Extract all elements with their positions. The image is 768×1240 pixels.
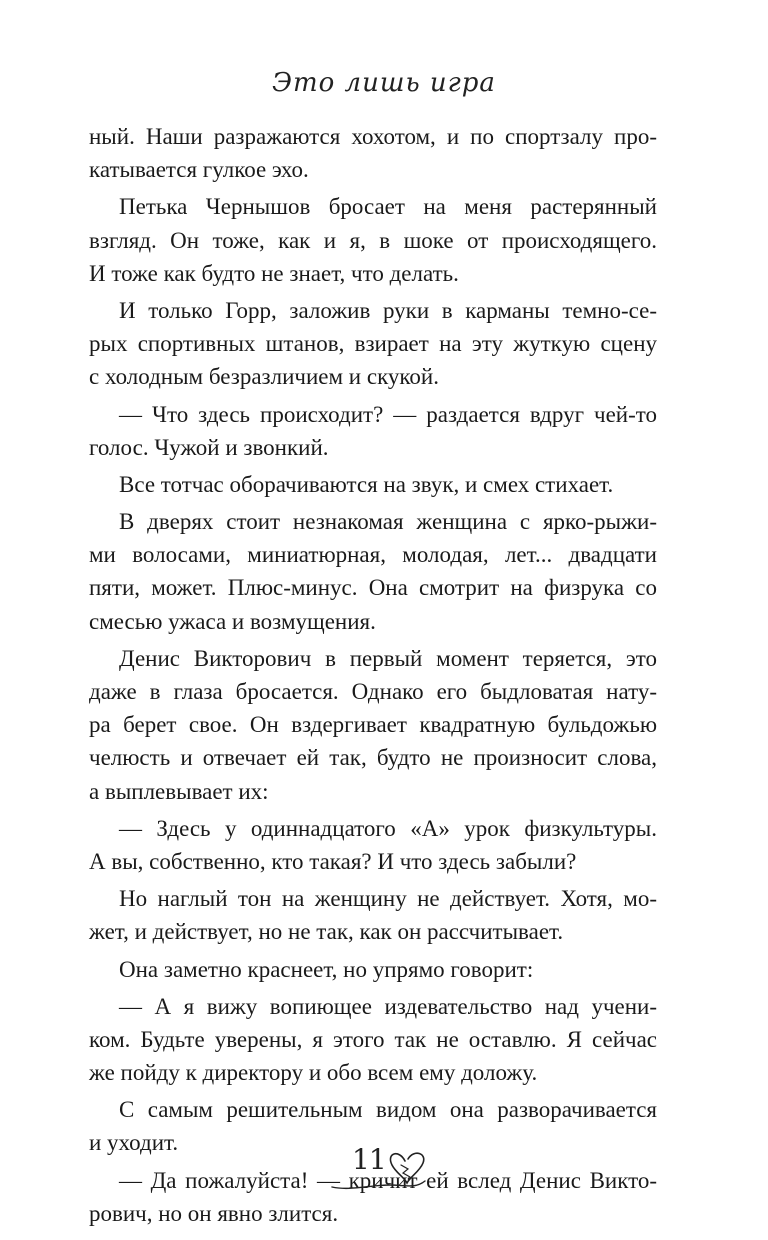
text-line: и уходит. [89,1130,179,1156]
text-line: а выплевывает их: [89,778,269,804]
text-line: ра берет свое. Он вздергивает квадратную бульдожью [89,712,657,738]
text-line: взгляд. Он тоже, как и я, в шоке от происходящего. [89,227,657,253]
text-line: Но наглый тон на женщину не действует. Хотя, мо- [119,886,657,912]
text-line: рович, но он явно злится. [89,1200,339,1226]
text-line: жет, и действует, но не так, как он рассчитывает. [89,919,564,945]
text-line: И только Горр, заложив руки в карманы темно-се- [119,297,657,323]
text-line: ком. Будьте уверены, я этого так не оставлю. Я сейчас [89,1026,657,1052]
text-line: пяти, может. Плюс-минус. Она смотрит на физрука со [89,575,657,601]
page-number: 11 [352,1143,386,1176]
text-line: смесью ужаса и возмущения. [89,608,376,634]
running-head: Это лишь игра [272,68,496,98]
text-line: катывается гулкое эхо. [89,157,309,183]
text-line: челюсть и отвечает ей так, будто не произносит слова, [89,745,657,771]
text-line: И тоже как будто не знает, что делать. [89,260,459,286]
text-line: — А я вижу вопиющее издевательство над учени- [119,993,657,1019]
text-line: Она заметно краснеет, но упрямо говорит: [119,956,534,982]
text-line: Все тотчас оборачиваются на звук, и смех стихает. [119,471,614,497]
body-text [89,120,657,1230]
text-line: с холодным безразличием и скукой. [89,364,439,390]
text-line: В дверях стоит незнакомая женщина с ярко-рыжи- [119,509,657,535]
text-line: голос. Чужой и звонкий. [89,434,329,460]
page-folio [330,1135,440,1195]
text-line: рых спортивных штанов, взирает на эту жуткую сцену [89,331,657,357]
text-line: Денис Викторович в первый момент теряется, это [119,645,657,671]
text-line: — Да пожалуйста! — кричит ей вслед Денис Викто- [119,1167,657,1193]
text-line: — Здесь у одиннадцатого «А» урок физкультуры. [119,815,657,841]
text-line: — Что здесь происходит? — раздается вдруг чей-то [119,401,657,427]
text-line: даже в глаза бросается. Однако его быдловатая нату- [89,679,657,704]
text-line: ми волосами, миниатюрная, молодая, лет... двадцати [89,542,657,568]
text-line: Петька Чернышов бросает на меня растерянный [119,194,657,220]
text-line: ный. Наши разражаются хохотом, и по спортзалу про- [89,124,657,149]
text-line: же пойду к директору и обо всем ему доложу. [89,1060,538,1086]
text-line: С самым решительным видом она разворачивается [119,1097,657,1123]
text-line: А вы, собственно, кто такая? И что здесь забыли? [89,848,577,874]
